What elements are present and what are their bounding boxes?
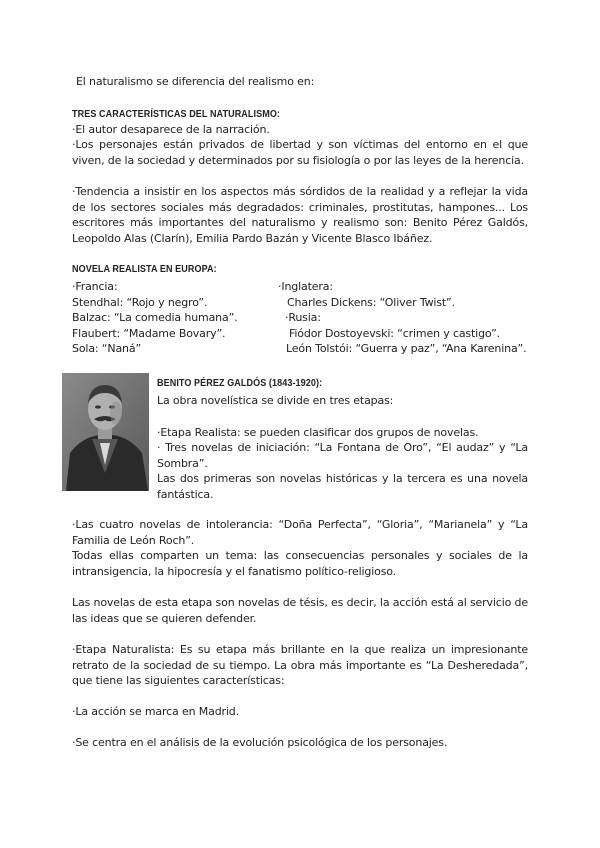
madrid-point: ·La acción se marca en Madrid. bbox=[72, 705, 239, 718]
france-line: ·Francia: bbox=[72, 280, 118, 293]
europe-heading: NOVELA REALISTA EN EUROPA: bbox=[72, 263, 217, 275]
naturalism-point-2: ·Los personajes están privados de libertad y son víctimas del entorno en el que viven, de la sociedad y determinados por su fisiología o por las leyes de la herencia. bbox=[72, 138, 528, 167]
intro-text: El naturalismo se diferencia del realismo en: bbox=[76, 75, 315, 88]
psychological-point: ·Se centra en el análisis de la evolución psicológica de los personajes. bbox=[72, 736, 448, 749]
england-russia-line: León Tolstói: “Guerra y paz”, “Ana Karenina”. bbox=[286, 342, 527, 355]
france-line: Flaubert: “Madame Bovary”. bbox=[72, 326, 226, 340]
galdos-intro: La obra novelística se divide en tres etapas: bbox=[157, 394, 394, 407]
naturalism-heading: TRES CARACTERÍSTICAS DEL NATURALISMO: bbox=[72, 108, 281, 120]
realist-stage: ·Etapa Realista: se pueden clasificar dos grupos de novelas. bbox=[157, 426, 479, 439]
england-russia-line: ·Rusia: bbox=[285, 311, 321, 324]
england-russia-line: Charles Dickens: “Oliver Twist”. bbox=[287, 295, 455, 309]
england-russia-line: ·Inglatera: bbox=[278, 280, 333, 293]
france-line: Sola: “Naná” bbox=[72, 342, 141, 355]
england-russia-column bbox=[278, 279, 526, 357]
naturalism-point-3: ·Tendencia a insistir en los aspectos más sórdidos de la realidad y a reflejar la vida de los sectores sociales más degradados: criminales, prostitutas, hampones... Los escritores más importantes del naturalismo y realismo son: Benito Pérez Galdós, Leopoldo Alas (Clarín), Emilia Pardo Bazán y Vicente Blasco Ibáñez. bbox=[72, 185, 528, 245]
naturalist-stage: ·Etapa Naturalista: Es su etapa más brillante en la que realiza un impresionante retrato de la sociedad de su tiempo. La obra más importante es “La Desheredada”, que tiene las siguientes características: bbox=[72, 643, 528, 687]
first-two-novels: Las dos primeras son novelas históricas y la tercera es una novela fantástica. bbox=[157, 472, 528, 501]
naturalism-point-1: ·El autor desaparece de la narración. bbox=[72, 123, 270, 136]
france-line: Balzac: “La comedia humana”. bbox=[72, 311, 238, 324]
initiation-novels: · Tres novelas de iniciación: “La Fontana de Oro”, “El audaz” y “La Sombra”. bbox=[157, 441, 528, 470]
intolerance-novels: ·Las cuatro novelas de intolerancia: “Doña Perfecta”, “Gloria”, “Marianela” y “La Familia de León Roch”. bbox=[72, 518, 528, 547]
shared-theme: Todas ellas comparten un tema: las consecuencias personales y sociales de la intransigencia, la hipocresía y el fanatismo político-religioso. bbox=[72, 549, 528, 578]
france-line: Stendhal: “Rojo y negro”. bbox=[72, 295, 208, 309]
england-russia-line: Fiódor Dostoyevski: “crimen y castigo”. bbox=[289, 326, 501, 340]
france-column bbox=[72, 279, 237, 357]
galdos-heading: BENITO PÉREZ GALDÓS (1843-1920): bbox=[157, 377, 323, 389]
galdos-portrait-photo bbox=[62, 373, 149, 491]
thesis-novels: Las novelas de esta etapa son novelas de tésis, es decir, la acción está al servicio de las ideas que se quieren defender. bbox=[72, 596, 528, 625]
